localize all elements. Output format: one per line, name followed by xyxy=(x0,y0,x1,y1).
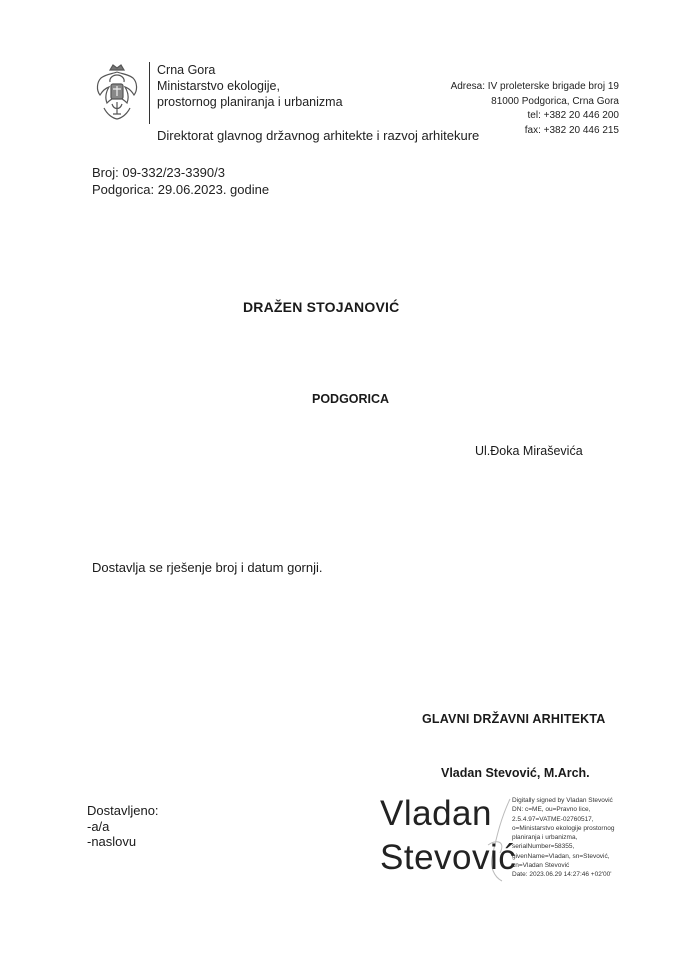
directorate-name: Direktorat glavnog državnog arhitekte i razvoj arhitekure xyxy=(157,128,480,143)
esig-detail-line: givenName=Vladan, sn=Stevović, xyxy=(512,852,610,860)
reference-date: Podgorica: 29.06.2023. godine xyxy=(92,182,270,197)
esig-detail-line: Digitally signed by Vladan Stevović xyxy=(512,797,613,804)
delivery-label: Dostavljeno: xyxy=(87,803,159,818)
recipient-name: DRAŽEN STOJANOVIĆ xyxy=(243,299,400,315)
header-divider xyxy=(149,62,150,124)
country-name: Crna Gora xyxy=(157,63,216,77)
esig-last-name: Stevović xyxy=(380,838,517,877)
body-text: Dostavlja se rješenje broj i datum gornji. xyxy=(92,560,323,575)
address-line2: 81000 Podgorica, Crna Gora xyxy=(491,95,619,107)
electronic-signature-name xyxy=(380,792,516,880)
reference-number: Broj: 09-332/23-3390/3 xyxy=(92,165,225,180)
electronic-signature-details xyxy=(512,796,614,880)
esig-first-name: Vladan xyxy=(380,794,492,833)
coat-of-arms-logo xyxy=(92,62,142,124)
delivery-item: -a/a xyxy=(87,818,110,834)
ministry-name-line2: prostornog planiranja i urbanizma xyxy=(157,95,343,109)
recipient-street: Ul.Đoka Miraševića xyxy=(475,444,583,458)
ministry-name-line1: Ministarstvo ekologije, xyxy=(157,79,280,93)
delivery-list xyxy=(87,803,159,850)
fax-number: fax: +382 20 446 215 xyxy=(524,124,619,136)
esig-detail-line: Date: 2023.06.29 14:27:46 +02'00' xyxy=(512,871,612,879)
signatory-title: GLAVNI DRŽAVNI ARHITEKTA xyxy=(422,712,606,726)
esig-detail-line: DN: c=ME, ou=Pravno lice, xyxy=(512,806,591,814)
reference-block xyxy=(92,164,269,198)
esig-detail-line: 2.5.4.97=VATME-02760517, xyxy=(512,815,594,823)
phone-number: tel: +382 20 446 200 xyxy=(527,110,619,121)
contact-block xyxy=(451,80,619,138)
signatory-name: Vladan Stevović, M.Arch. xyxy=(441,766,590,780)
delivery-item: -naslovu xyxy=(87,834,137,849)
institution-block xyxy=(157,62,343,110)
address-line1: Adresa: IV proleterske brigade broj 19 xyxy=(450,81,619,92)
esig-detail-line: o=Ministarstvo ekologije prostornog xyxy=(512,824,615,832)
esig-detail-line: planiranja i urbanizma, xyxy=(512,834,578,842)
esig-detail-line: cn=Vladan Stevović xyxy=(512,862,570,870)
recipient-city: PODGORICA xyxy=(312,392,390,406)
esig-detail-line: serialNumber=58355, xyxy=(512,843,575,851)
